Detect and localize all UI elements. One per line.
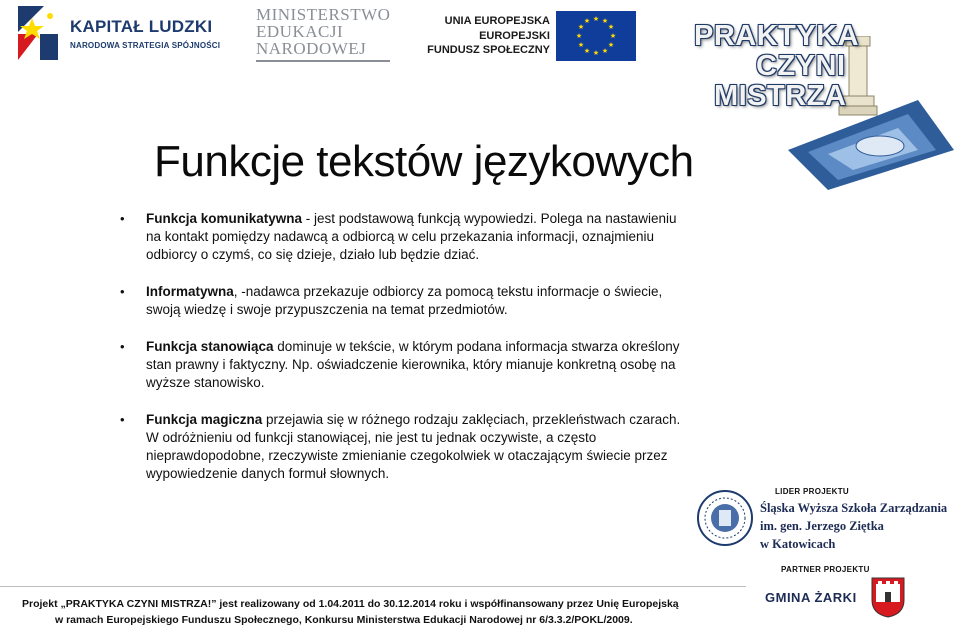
partner-label: PARTNER PROJEKTU: [781, 565, 870, 574]
praktyka-czyni-mistrza-logo: [688, 20, 954, 190]
ministerstwo-line2: EDUKACJI: [256, 22, 344, 41]
svg-text:★: ★: [592, 15, 600, 23]
praktyka-line2: CZYNI: [756, 50, 846, 82]
university-seal-icon: [697, 490, 753, 546]
unia-line3: FUNDUSZ SPOŁECZNY: [427, 44, 550, 56]
bullet-text: - jest podstawową funkcją wypowiedzi. Polega na nastawieniu na kontakt pomiędzy nadawcą a odbiorcą w celu przekazania informacji, oznajmieniu odbiorcy o czymś, co się dzieje, działo lub będzie dziać.: [146, 211, 677, 262]
praktyka-line1: PRAKTYKA: [694, 20, 860, 52]
svg-text:★: ★: [577, 41, 585, 49]
unia-line2: EUROPEJSKI: [479, 30, 550, 42]
bullet-list: [118, 210, 693, 483]
kapital-ludzki-subtitle: NARODOWA STRATEGIA SPÓJNOŚCI: [70, 41, 221, 50]
svg-text:★: ★: [601, 47, 609, 55]
eu-flag-icon: [556, 11, 636, 61]
svg-text:★: ★: [609, 32, 617, 40]
bullet-icon: •: [120, 211, 125, 226]
bullet-text: przejawia się w różnego rodzaju zaklęciach, przekleństwach czarach. W odróżnieniu od funkcji stanowiącej, nie jest tu jednak oczywiste, a często nieprawdopodobne, rzeczywiste zmienianie czegokolwiek w otaczającym świecie przez wypowiedzenie danych formuł słownych.: [146, 412, 681, 481]
unia-line1: UNIA EUROPEJSKA: [444, 15, 550, 27]
bullet-term: Funkcja komunikatywna: [146, 211, 303, 226]
lider-line2: im. gen. Jerzego Ziętka: [760, 519, 884, 533]
lider-name: [760, 499, 947, 553]
ministerstwo-line1: MINISTERSTWO: [256, 5, 391, 24]
bullet-item-magiczna: [118, 411, 693, 483]
lider-line1: Śląska Wyższa Szkoła Zarządzania: [760, 501, 948, 515]
bullet-item-informatywna: [118, 283, 693, 319]
kapital-ludzki-title: KAPITAŁ LUDZKI: [70, 17, 213, 36]
bullet-term: Funkcja stanowiąca: [146, 339, 274, 354]
praktyka-line3: MISTRZA: [714, 80, 847, 112]
bullet-text: , -nadawca przekazuje odbiorcy za pomocą tekstu informacje o świecie, swoją wiedzę i swoje przypuszczenia na temat przedmiotów.: [146, 284, 663, 317]
svg-text:★: ★: [601, 17, 609, 25]
slide-title: Funkcje tekstów językowych: [154, 137, 694, 186]
bullet-term: Funkcja magiczna: [146, 412, 263, 427]
footer-line1: Projekt „PRAKTYKA CZYNI MISTRZA!” jest realizowany od 1.04.2011 do 30.12.2014 roku i współfinansowany przez Unię Europejską: [22, 598, 679, 610]
ministerstwo-line3: NARODOWEJ: [256, 39, 367, 58]
unia-europejska-logo: [427, 11, 642, 61]
bullet-term: Informatywna: [146, 284, 234, 299]
gmina-coat-of-arms-icon: [870, 576, 906, 618]
svg-text:★: ★: [607, 23, 615, 31]
kapital-ludzki-logo: [14, 4, 239, 64]
svg-text:★: ★: [607, 41, 615, 49]
svg-text:★: ★: [575, 32, 583, 40]
bullet-item-komunikatywna: [118, 210, 693, 264]
svg-text:★: ★: [583, 17, 591, 25]
lider-line3: w Katowicach: [760, 537, 836, 551]
bullet-text: dominuje w tekście, w którym podana informacja stwarza określony stan prawny i faktyczny. Np. oświadczenie kierownika, który mianuje konkretną osobę na wyższe stanowisko.: [146, 339, 680, 390]
kapital-ludzki-emblem-icon: [14, 4, 60, 62]
partner-name: GMINA ŻARKI: [765, 590, 857, 605]
bullet-icon: •: [120, 412, 125, 427]
svg-text:★: ★: [577, 23, 585, 31]
footer-divider: [0, 586, 746, 587]
lider-label: LIDER PROJEKTU: [775, 487, 849, 496]
ministerstwo-logo: [256, 6, 396, 64]
bullet-icon: •: [120, 339, 125, 354]
bullet-icon: •: [120, 284, 125, 299]
ministerstwo-underline: [256, 60, 390, 63]
footer-line2: w ramach Europejskiego Funduszu Społecznego, Konkursu Ministerstwa Edukacji Narodowej nr 6/3.3.2/POKL/2009.: [55, 614, 633, 626]
bullet-item-stanowiaca: [118, 338, 693, 392]
svg-text:★: ★: [592, 49, 600, 57]
svg-text:★: ★: [583, 47, 591, 55]
